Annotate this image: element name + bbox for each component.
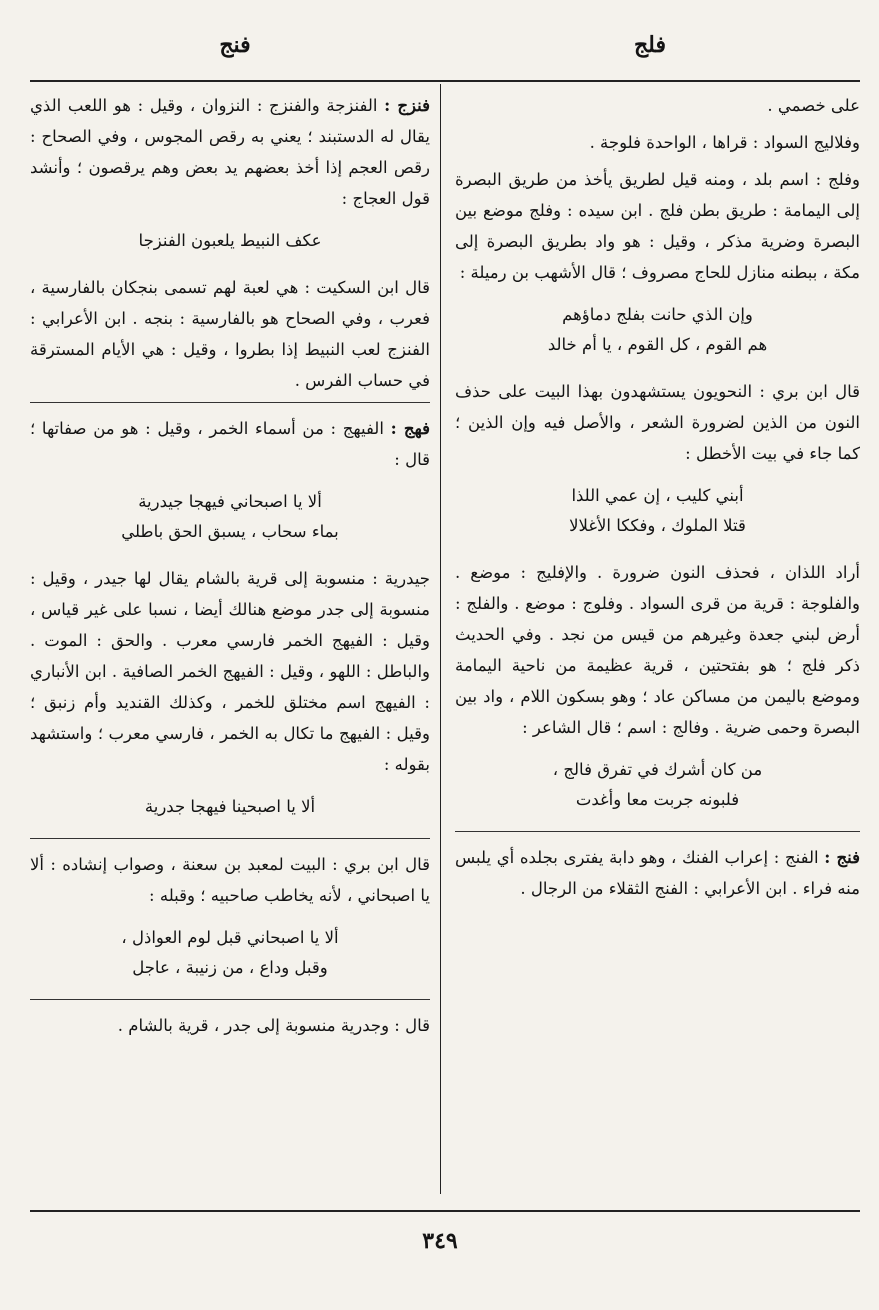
entry-text: الفنزجة والفنزج : النزوان ، وقيل : هو اللعب الذي يقال له الدستبند ؛ يعني به رقص المجوس ، وفي الصحاح : رقص العجم إذا أخذ بعضهم يد بعض وهم يرقصون ؛ وأنشد قول العجاج : <box>30 96 430 208</box>
running-head-right: فلج <box>633 32 666 58</box>
verse-line: ألا يا اصبحينا فيهجا جدرية <box>144 797 316 816</box>
entry-separator <box>30 999 430 1000</box>
entry-text: الفيهج : من أسماء الخمر ، وقيل : هو من صفاتها ؛ قال : <box>30 419 430 469</box>
column-divider <box>440 84 441 1194</box>
verse-line: فلبونه جربت معا وأغدت <box>575 790 740 809</box>
verse-line: أبني كليب ، إن عمي اللذا <box>571 486 744 505</box>
paragraph: جيدرية : منسوبة إلى قرية بالشام يقال لها جيدر ، وقيل : منسوبة إلى جدر موضع هنالك أيضا ، نسبا على غير قياس ، وقيل : الفيهج الخمر فارسي معرب . والحق : الموت . والباطل : اللهو ، وقيل : الفيهج الخمر الصافية . ابن الأنباري : الفيهج اسم مختلق للخمر ، وكذلك القنديد وأم زنبق ؛ وقيل : الفيهج ما تكال به الخمر ، فارسي معرب ؛ واستشهد بقوله : <box>30 569 430 774</box>
paragraph: قال ابن بري : البيت لمعبد بن سعنة ، وصواب إنشاده : ألا يا اصبحاني ، لأنه يخاطب صاحبيه ؛ وقبله : <box>30 855 430 905</box>
paragraph: قال ابن السكيت : هي لعبة لهم تسمى بنجكان بالفارسية ، فعرب ، وفي الصحاح هو بالفارسية : بنجه . ابن الأعرابي : الفنزج لعب النبيط إذا بطروا ، وقيل : هي الأيام المسترقة في حساب الفرس . <box>30 278 430 390</box>
verse <box>30 792 430 822</box>
verse-line: ألا يا اصبحاني قبل لوم العواذل ، <box>121 928 339 947</box>
paragraph: على خصمي . <box>767 96 860 115</box>
running-head-left: فنج <box>219 32 251 58</box>
verse <box>455 755 860 815</box>
entry-separator <box>455 831 860 832</box>
entry-separator <box>30 402 430 403</box>
verse-line: بماء سحاب ، يسبق الحق باطلي <box>121 522 339 541</box>
verse-line: قتلا الملوك ، وفككا الأغلالا <box>569 516 746 535</box>
paragraph: وفلاليج السواد : قراها ، الواحدة فلوجة . <box>589 133 860 152</box>
entry-paragraph <box>30 90 430 214</box>
verse-line: وقبل وداع ، من زنيبة ، عاجل <box>132 958 328 977</box>
entry-paragraph <box>30 413 430 475</box>
verse <box>455 300 860 360</box>
entry-paragraph <box>455 842 860 904</box>
verse <box>455 481 860 541</box>
verse-line: من كان أشرك في تفرق فالج ، <box>552 760 763 779</box>
verse-line: عكف النبيط يلعبون الفنزجا <box>138 231 322 250</box>
verse-line: هم القوم ، كل القوم ، يا أم خالد <box>547 335 768 354</box>
header-rule <box>30 80 860 82</box>
headword: فهج : <box>390 419 430 438</box>
paragraph: قال ابن بري : النحويون يستشهدون بهذا البيت على حذف النون من الذين لضرورة الشعر ، والأصل فيه وإن الذين ؛ كما جاء في بيت الأخطل : <box>455 382 860 463</box>
headword: فنزج : <box>384 96 430 115</box>
entry-separator <box>30 838 430 839</box>
verse <box>30 487 430 547</box>
page-number: ٣٤٩ <box>422 1228 458 1254</box>
headword: فنج : <box>824 848 860 867</box>
verse-line: وإن الذي حانت بفلج دماؤهم <box>562 305 753 324</box>
footer-rule <box>30 1210 860 1212</box>
verse <box>30 226 430 256</box>
paragraph: قال : وجدرية منسوبة إلى جدر ، قرية بالشام . <box>117 1016 430 1035</box>
paragraph: وفلج : اسم بلد ، ومنه قيل لطريق يأخذ من طريق البصرة إلى اليمامة : طريق بطن فلج . ابن سيده : وفلج موضع بين البصرة وضرية مذكر ، وقيل : هو واد بطريق البصرة إلى مكة ، ببطنه منازل للحاج مصروف ؛ قال الأشهب بن رميلة : <box>455 170 860 282</box>
verse <box>30 923 430 983</box>
verse-line: ألا يا اصبحاني فيهجا جيدرية <box>138 492 322 511</box>
right-column <box>455 90 860 1200</box>
left-column <box>30 90 430 1200</box>
paragraph: أراد اللذان ، فحذف النون ضرورة . والإفليج : موضع . والفلوجة : قرية من قرى السواد . وفلوج : موضع . والفلج : أرض لبني جعدة وغيرهم من قيس من نجد . وفي الحديث ذكر فلج ؛ هو بفتحتين ، قرية عظيمة من ناحية اليمامة وموضع باليمن من مساكن عاد ؛ وهو بسكون اللام ، واد بين البصرة وحمى ضرية . وفالج : اسم ؛ قال الشاعر : <box>455 563 860 737</box>
entry-text: الفنج : إعراب الفنك ، وهو دابة يفترى بجلده أي يلبس منه فراء . ابن الأعرابي : الفنج الثقلاء من الرجال . <box>455 848 860 898</box>
